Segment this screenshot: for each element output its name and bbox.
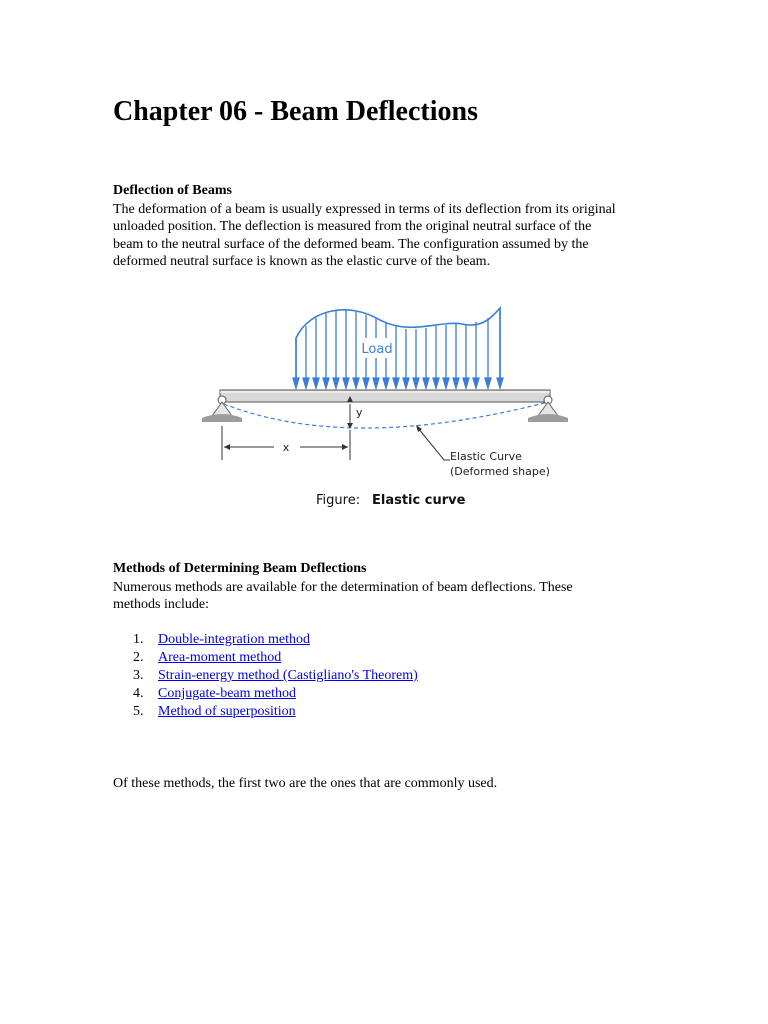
list-item-number: 3.: [133, 668, 144, 683]
methods-intro-paragraph: [113, 579, 573, 614]
page-title: Chapter 06 - Beam Deflections: [113, 96, 478, 127]
load-label: Load: [361, 342, 393, 357]
paragraph-line: unloaded position. The deflection is measured from the original neutral surface of the: [113, 219, 592, 235]
x-arrow-right-icon: [342, 444, 348, 450]
link-conjugate-beam-method[interactable]: Conjugate-beam method: [158, 686, 297, 701]
paragraph-line: Numerous methods are available for the determination of beam deflections. These: [113, 580, 573, 595]
load-arrows: [293, 308, 503, 388]
list-item-number: 4.: [133, 686, 144, 701]
paragraph-line: deformed neutral surface is known as the elastic curve of the beam.: [113, 253, 491, 269]
curve-label-line1: Elastic Curve: [450, 450, 522, 463]
x-label: x: [282, 441, 290, 454]
curve-leader-line: [418, 428, 450, 460]
methods-list: [113, 631, 418, 721]
paragraph-line: methods include:: [113, 597, 210, 613]
curve-label-line2: (Deformed shape): [450, 465, 550, 478]
paragraph-line: Of these methods, the first two are the ones that are commonly used.: [113, 776, 498, 791]
list-item: [113, 631, 418, 649]
link-double-integration-method[interactable]: Double-integration method: [158, 632, 311, 647]
list-item-number: 2.: [133, 650, 144, 665]
list-item-number: 5.: [133, 704, 144, 719]
elastic-curve-diagram: [200, 298, 570, 513]
elastic-curve-figure: [200, 298, 570, 513]
list-item-number: 1.: [133, 632, 144, 647]
section-heading-methods: Methods of Determining Beam Deflections: [113, 561, 367, 576]
x-arrow-left-icon: [224, 444, 230, 450]
figure-caption-prefix: Figure:: [316, 493, 361, 508]
figure-caption-text: Elastic curve: [372, 493, 466, 508]
link-strain-energy-method[interactable]: Strain-energy method (Castigliano's Theorem): [158, 668, 418, 683]
list-item: [113, 649, 418, 667]
section-heading-deflection: Deflection of Beams: [113, 183, 232, 198]
deflection-paragraph: [113, 201, 616, 270]
list-item: [113, 667, 418, 685]
closing-paragraph: [113, 775, 497, 792]
curve-leader-arrow-icon: [416, 425, 422, 432]
list-item: [113, 685, 418, 703]
link-area-moment-method[interactable]: Area-moment method: [158, 650, 282, 665]
paragraph-line: The deformation of a beam is usually expressed in terms of its deflection from its original: [113, 202, 616, 217]
list-item: [113, 703, 418, 721]
link-method-of-superposition[interactable]: Method of superposition: [158, 704, 296, 719]
paragraph-line: beam to the neutral surface of the deformed beam. The configuration assumed by the: [113, 236, 589, 252]
y-label: y: [356, 406, 363, 419]
elastic-curve: [224, 402, 548, 428]
